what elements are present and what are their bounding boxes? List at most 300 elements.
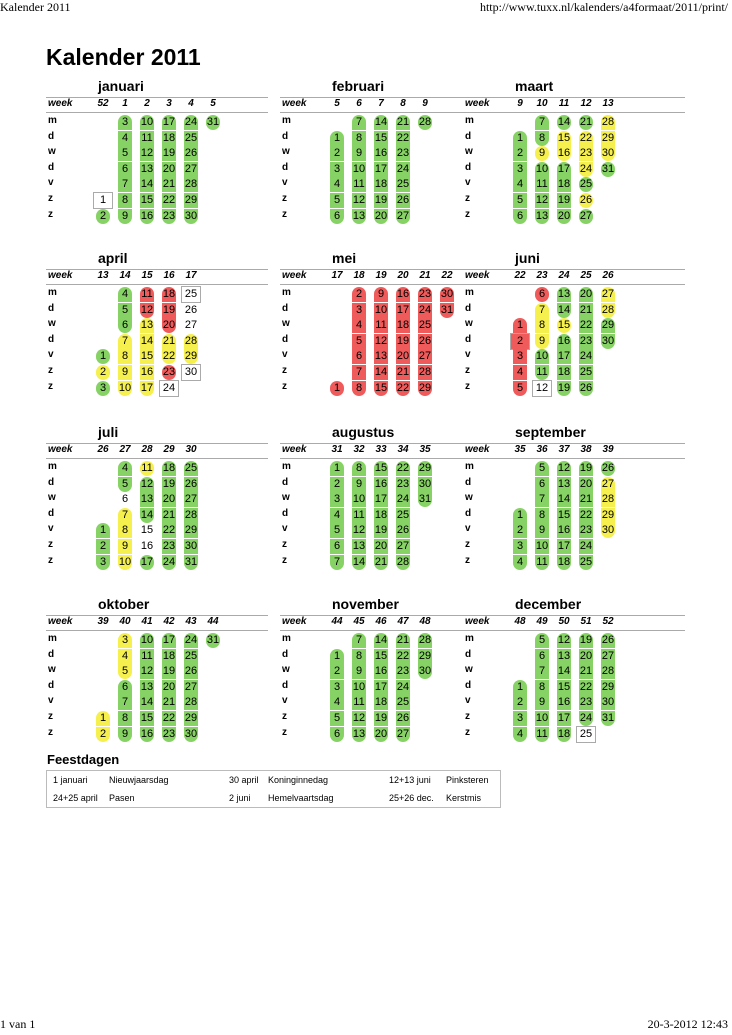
day-number: 23 (162, 366, 176, 378)
day-number: 24 (579, 162, 593, 175)
day-number: 18 (162, 462, 176, 474)
weekday-label: m (465, 633, 474, 644)
day-number: 28 (184, 334, 198, 347)
week-number: 26 (97, 444, 109, 455)
holidays-heading: Feestdagen (47, 752, 120, 767)
day-number: 7 (538, 303, 546, 316)
day-number: 20 (557, 209, 571, 222)
weekday-label: d (48, 161, 55, 173)
month-name: oktober (98, 596, 150, 612)
day-number: 26 (184, 665, 198, 678)
day-cell (414, 649, 436, 664)
day-cell (136, 146, 158, 161)
day-number: 24 (184, 116, 198, 128)
day-cell (370, 508, 392, 523)
day-cell (158, 193, 180, 208)
week-number: 15 (141, 270, 153, 281)
week-number: 23 (536, 270, 548, 281)
day-number: 15 (140, 194, 154, 206)
day-number: 2 (516, 334, 524, 347)
day-number: 3 (333, 680, 341, 693)
day-cell (575, 131, 597, 146)
weekday-label: d (465, 333, 472, 345)
day-number: 7 (121, 508, 129, 521)
day-cell (392, 131, 414, 146)
day-cell (136, 303, 158, 318)
day-number: 30 (601, 147, 615, 160)
day-number: 26 (579, 381, 593, 394)
day-number: 1 (333, 131, 341, 144)
day-cell (531, 680, 553, 695)
day-cell (575, 492, 597, 507)
day-cell (392, 711, 414, 726)
day-number: 15 (557, 131, 571, 144)
day-cell (392, 381, 414, 396)
holiday-date: 30 april (229, 775, 259, 785)
day-number: 12 (352, 712, 366, 724)
weekday-label: w (465, 146, 473, 158)
week-number: 13 (602, 98, 614, 109)
day-cell (326, 492, 348, 507)
day-number: 2 (99, 540, 107, 552)
day-cell (136, 381, 158, 396)
day-cell (553, 727, 575, 742)
day-cell (92, 209, 114, 224)
day-number: 31 (440, 303, 454, 316)
day-cell (180, 695, 202, 710)
day-number: 25 (418, 319, 432, 332)
day-number: 12 (140, 665, 154, 678)
day-cell (553, 115, 575, 130)
day-cell (575, 695, 597, 710)
day-number: 22 (396, 462, 410, 474)
day-cell (158, 115, 180, 130)
day-number: 25 (396, 508, 410, 521)
day-number: 23 (579, 147, 593, 160)
print-timestamp: 20-3-2012 12:43 (647, 1017, 728, 1031)
day-cell (370, 115, 392, 130)
day-number: 30 (184, 727, 198, 740)
day-cell (531, 177, 553, 192)
day-number: 16 (140, 540, 154, 552)
day-number: 27 (579, 209, 593, 222)
day-cell (597, 461, 619, 476)
day-cell (180, 633, 202, 648)
weekday-label: m (465, 287, 474, 298)
day-cell (392, 555, 414, 570)
day-cell (392, 695, 414, 710)
day-number: 24 (396, 162, 410, 175)
week-number: 24 (558, 270, 570, 281)
day-number: 5 (333, 524, 341, 537)
day-number: 3 (121, 634, 129, 646)
day-number: 28 (418, 116, 432, 128)
day-number: 7 (121, 178, 129, 191)
day-cell (553, 695, 575, 710)
day-cell (348, 695, 370, 710)
day-number: 25 (184, 288, 198, 300)
month-name: juli (98, 424, 119, 440)
day-number: 16 (557, 334, 571, 347)
day-cell (531, 727, 553, 742)
day-number: 3 (99, 555, 107, 568)
week-number: 14 (119, 270, 131, 281)
weekday-label: z (282, 554, 287, 566)
day-cell (136, 365, 158, 380)
weekday-label: d (282, 679, 289, 691)
day-cell (575, 711, 597, 726)
day-number: 17 (374, 680, 388, 693)
day-number: 17 (557, 350, 571, 363)
weekday-label: m (282, 461, 291, 472)
day-number: 31 (206, 116, 220, 128)
day-cell (114, 381, 136, 396)
day-number: 12 (535, 381, 549, 394)
weekday-label: d (465, 161, 472, 173)
day-cell (392, 680, 414, 695)
day-number: 19 (162, 147, 176, 160)
day-cell (114, 349, 136, 364)
day-cell (326, 649, 348, 664)
day-cell (509, 209, 531, 224)
day-number: 2 (99, 366, 107, 378)
day-number: 16 (557, 147, 571, 160)
day-cell (597, 477, 619, 492)
weekday-label: d (465, 648, 472, 660)
day-number: 5 (355, 334, 363, 347)
day-number: 16 (557, 696, 571, 709)
weekday-label: z (48, 208, 53, 220)
day-number: 26 (601, 462, 615, 474)
day-number: 22 (579, 680, 593, 693)
day-number: 28 (396, 555, 410, 568)
browser-url: http://www.tuxx.nl/kalenders/a4formaat/2011/print/ (479, 0, 728, 14)
weekday-label: d (282, 130, 289, 142)
day-cell (370, 162, 392, 177)
day-cell (136, 695, 158, 710)
day-number: 14 (557, 303, 571, 316)
day-number: 11 (536, 366, 548, 378)
day-number: 30 (601, 334, 615, 347)
day-cell (509, 318, 531, 333)
day-number: 2 (333, 665, 341, 678)
holiday-date: 1 januari (53, 775, 88, 785)
day-cell (575, 727, 597, 742)
day-cell (158, 523, 180, 538)
weekday-label: z (465, 208, 470, 220)
week-row (463, 97, 685, 113)
day-number: 13 (140, 493, 154, 506)
day-number: 10 (118, 555, 132, 568)
day-cell (531, 303, 553, 318)
weekday-label: w (48, 664, 56, 676)
day-number: 27 (601, 649, 615, 662)
day-number: 21 (579, 493, 593, 506)
day-number: 30 (601, 524, 615, 537)
day-cell (158, 381, 180, 396)
day-cell (326, 523, 348, 538)
day-number: 6 (333, 540, 341, 552)
day-number: 15 (140, 524, 154, 537)
day-cell (370, 523, 392, 538)
day-cell (392, 193, 414, 208)
day-cell (180, 477, 202, 492)
day-number: 7 (121, 696, 129, 709)
day-cell (509, 711, 531, 726)
day-number: 31 (206, 634, 220, 646)
day-cell (597, 649, 619, 664)
day-cell (202, 115, 224, 130)
weekday-label: v (282, 523, 288, 535)
weekday-label: m (282, 287, 291, 298)
day-number: 5 (121, 303, 129, 316)
day-number: 10 (140, 634, 154, 646)
day-number: 12 (352, 524, 366, 537)
day-cell (158, 162, 180, 177)
day-number: 28 (184, 178, 198, 191)
day-number: 10 (535, 540, 549, 552)
day-number: 11 (375, 319, 387, 332)
day-cell (392, 303, 414, 318)
day-cell (392, 664, 414, 679)
day-cell (575, 477, 597, 492)
day-cell (114, 649, 136, 664)
day-number: 28 (601, 493, 615, 506)
day-number: 25 (579, 366, 593, 378)
day-number: 11 (353, 508, 365, 521)
weekday-label: v (465, 177, 471, 189)
week-label: week (48, 444, 73, 455)
day-number: 18 (374, 178, 388, 191)
day-cell (414, 287, 436, 302)
day-cell (370, 664, 392, 679)
day-cell (326, 664, 348, 679)
weekday-label: m (48, 461, 57, 472)
day-number: 24 (162, 381, 176, 394)
week-label: week (282, 270, 307, 281)
weekday-label: d (282, 333, 289, 345)
weekday-label: z (282, 365, 287, 376)
day-number: 30 (418, 665, 432, 678)
day-number: 7 (333, 555, 341, 568)
day-number: 2 (333, 147, 341, 160)
weekday-label: z (282, 726, 287, 738)
day-number: 7 (121, 334, 129, 347)
day-number: 20 (579, 477, 593, 490)
day-number: 7 (355, 366, 363, 378)
day-number: 8 (121, 350, 129, 363)
day-cell (553, 477, 575, 492)
day-cell (326, 539, 348, 554)
day-number: 17 (140, 381, 154, 394)
week-number: 50 (558, 616, 570, 627)
day-cell (114, 303, 136, 318)
day-cell (136, 523, 158, 538)
weekday-label: v (48, 177, 54, 189)
day-cell (370, 711, 392, 726)
week-number: 42 (163, 616, 175, 627)
day-cell (136, 508, 158, 523)
week-number: 52 (97, 98, 109, 109)
day-cell (575, 146, 597, 161)
day-number: 24 (162, 555, 176, 568)
day-cell (114, 287, 136, 302)
day-number: 6 (121, 680, 129, 693)
weekday-label: z (48, 711, 53, 722)
day-number: 12 (557, 462, 571, 474)
day-cell (326, 193, 348, 208)
day-number: 29 (184, 524, 198, 537)
day-cell (348, 727, 370, 742)
day-cell (348, 177, 370, 192)
day-cell (392, 649, 414, 664)
week-number: 41 (141, 616, 153, 627)
page-info: 1 van 1 (0, 1017, 36, 1031)
day-number: 1 (516, 680, 524, 693)
day-number: 16 (140, 209, 154, 222)
day-cell (92, 349, 114, 364)
day-number: 26 (579, 194, 593, 206)
day-number: 3 (516, 162, 524, 175)
day-cell (553, 318, 575, 333)
day-cell (348, 349, 370, 364)
day-number: 26 (601, 634, 615, 646)
day-cell (348, 162, 370, 177)
day-cell (509, 695, 531, 710)
day-cell (531, 365, 553, 380)
weekday-label: z (465, 365, 470, 376)
day-number: 24 (579, 350, 593, 363)
day-number: 29 (418, 462, 432, 474)
day-cell (158, 695, 180, 710)
day-number: 5 (121, 477, 129, 490)
day-cell (92, 193, 114, 208)
day-cell (553, 162, 575, 177)
day-cell (575, 177, 597, 192)
week-number: 28 (141, 444, 153, 455)
day-cell (114, 193, 136, 208)
weekday-label: w (282, 318, 290, 330)
day-cell (531, 477, 553, 492)
day-cell (414, 461, 436, 476)
day-number: 27 (396, 209, 410, 222)
day-number: 27 (184, 162, 198, 175)
day-number: 17 (557, 162, 571, 175)
day-cell (158, 555, 180, 570)
day-number: 19 (162, 477, 176, 490)
day-number: 5 (538, 634, 546, 646)
day-cell (180, 193, 202, 208)
week-number: 8 (400, 98, 406, 109)
day-cell (531, 162, 553, 177)
day-number: 18 (162, 131, 176, 144)
weekday-label: w (48, 318, 56, 330)
day-number: 15 (557, 508, 571, 521)
day-cell (136, 711, 158, 726)
day-number: 11 (141, 288, 153, 300)
day-cell (597, 334, 619, 349)
weekday-label: z (282, 711, 287, 722)
day-number: 18 (396, 319, 410, 332)
day-cell (348, 477, 370, 492)
day-cell (553, 131, 575, 146)
month-januari (46, 78, 268, 228)
day-number: 17 (162, 116, 176, 128)
day-number: 10 (535, 162, 549, 175)
day-cell (348, 539, 370, 554)
weekday-label: v (465, 349, 471, 361)
day-cell (114, 555, 136, 570)
day-number: 1 (99, 712, 107, 724)
day-cell (531, 349, 553, 364)
day-number: 4 (516, 727, 524, 740)
day-number: 30 (184, 366, 198, 378)
holiday-date: 12+13 juni (389, 775, 431, 785)
day-cell (509, 539, 531, 554)
day-cell (370, 633, 392, 648)
day-number: 13 (374, 350, 388, 363)
day-number: 9 (538, 524, 546, 537)
weekday-label: v (48, 349, 54, 361)
day-number: 9 (538, 696, 546, 709)
day-number: 8 (355, 381, 363, 394)
day-number: 4 (333, 696, 341, 709)
day-cell (597, 664, 619, 679)
day-number: 26 (418, 334, 432, 347)
day-cell (92, 523, 114, 538)
week-number: 40 (119, 616, 131, 627)
week-number: 44 (331, 616, 343, 627)
day-cell (158, 727, 180, 742)
day-number: 1 (516, 319, 524, 332)
day-cell (531, 633, 553, 648)
day-cell (531, 492, 553, 507)
day-number: 11 (141, 649, 153, 662)
day-number: 6 (121, 493, 129, 506)
day-cell (509, 146, 531, 161)
day-number: 11 (141, 131, 153, 144)
weekday-label: m (282, 633, 291, 644)
week-number: 16 (163, 270, 175, 281)
day-cell (392, 461, 414, 476)
week-number: 48 (514, 616, 526, 627)
day-number: 15 (557, 319, 571, 332)
month-name: januari (98, 78, 144, 94)
day-cell (531, 695, 553, 710)
day-cell (92, 711, 114, 726)
week-number: 33 (375, 444, 387, 455)
day-cell (348, 633, 370, 648)
day-cell (158, 508, 180, 523)
day-number: 25 (579, 727, 593, 740)
weekday-label: z (465, 539, 470, 550)
day-number: 31 (418, 493, 432, 506)
day-cell (597, 680, 619, 695)
day-cell (531, 115, 553, 130)
day-number: 19 (374, 194, 388, 206)
day-number: 15 (374, 462, 388, 474)
day-number: 23 (579, 524, 593, 537)
day-number: 27 (184, 680, 198, 693)
day-number: 19 (374, 524, 388, 537)
day-number: 23 (396, 665, 410, 678)
month-september (463, 424, 685, 574)
week-number: 7 (378, 98, 384, 109)
day-number: 3 (99, 381, 107, 394)
day-cell (370, 680, 392, 695)
day-number: 1 (516, 508, 524, 521)
weekday-label: d (48, 130, 55, 142)
